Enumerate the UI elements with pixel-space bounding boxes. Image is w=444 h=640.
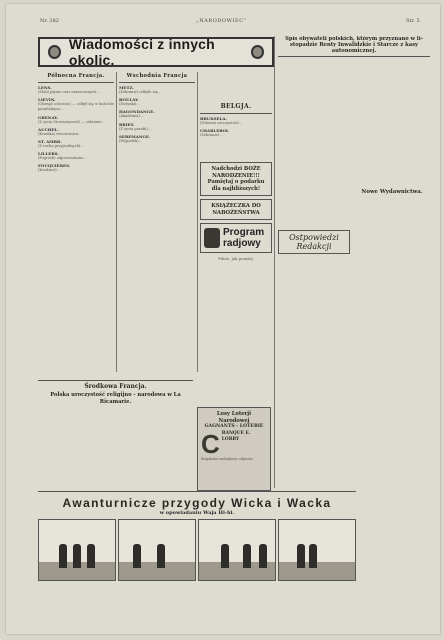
column-divider [274,36,275,488]
editorial-answers-heading: Ostpowiedzi Redakcji [278,230,350,254]
banner-title: Wiadomości z innych okolic. [68,36,215,68]
comic-panel-2 [118,519,196,581]
medallion-icon [251,45,264,59]
col2-article-2: BOULAY. (Dożynki)... [119,97,140,107]
col2-article-5: SEREMANGE. (Wypadek)... [119,133,151,143]
column-continuation [200,72,272,102]
col3-article-1: BRUKSELA. (Polonia) uroczystość... [200,116,243,125]
col1-article-7: FOUQUIÈRES. (Kradzież)... [38,163,71,173]
comic-panel-3 [198,519,276,581]
comic-strip [38,491,356,618]
column-heading: BELGJA. [220,103,252,110]
program-note: Pilnie, Jak poniżej: [218,256,254,262]
column-north-france [38,72,114,376]
comic-subtitle: w opowiadaniu Waja Hi-hi. [159,510,235,516]
prayer-book-ad: KSIĄŻECZKA DO NABOŻEŃSTWA [200,199,272,220]
col2-article-1: METZ. (Zebranie) odbyło się... [119,85,162,94]
page-number-left: Nr. 282 [40,18,59,24]
right-section [278,36,430,488]
section-heading: Środkowa Francja. [84,383,147,390]
pension-list-left [278,59,350,257]
central-france-article [38,378,193,488]
col1-article-5: ST. AMBR. (Z ruchu przyjezdnych)... [38,139,84,149]
pension-list-title: Spis obywateli polskich, którym przyznano w li-stopadzie Renty Inwalidzkie i Starcze z kasy autonomicznej. [285,36,423,54]
lottery-ad: Losy Loterji Narodowej GAGNANTS - LOTERIE C BANQUE E. LOBBY Bezpłatne nadsyłanie odpisów [197,407,271,491]
column-divider [116,72,117,372]
c-logo: C [201,428,220,459]
col1-article-6: LILLERS. (Pogrzeb) odprowadzono... [38,151,87,161]
column-heading: Wschodnia Francja [126,73,188,79]
christmas-ad: Nadchodzi BOŻE NARODZENIE!!! Pamiętaj o podarku dla najbliższych! [200,162,272,196]
comic-title: Awanturnicze przygody Wicka i Wacka [62,496,332,510]
running-title: „NARODOWIEC” [196,18,247,24]
col1-article-2: LIEVIN. (Obrzęd ochrzcin) — odbył się w kościele parafialnym... [38,97,114,112]
col2-article-4: BRIEY. (Z życia parafii)... [119,121,152,131]
new-publications-heading: Nowe Wydawnictwa. [361,189,423,195]
col1-article-3: GRENAY. (Z życia Stowarzyszeń) — zebranie... [38,114,106,124]
comic-panel-4 [278,519,356,581]
pension-list-right [354,59,430,257]
comic-panel-1 [38,519,116,581]
section-banner [38,37,274,67]
program-title: Program [223,227,265,239]
col2-article-3: HAGONDANGE. (Akademia)... [119,109,155,119]
col1-article-1: LENS. (Ślub) płynie czas narzeczonych... [38,85,100,94]
radio-program-box [200,223,272,253]
newspaper-page [6,4,440,634]
col1-article-4: AUCHEL. (Kronika) wieczornica... [38,126,82,136]
page-number-right: Str. 5 [406,18,420,24]
col3-article-2: CHARLEROI. (Zebranie)... [200,128,230,138]
article-title: Polska uroczystość religijno - narodowa w La Ricamarie. [50,392,181,405]
column-east-france [119,72,195,376]
column-divider [197,72,198,372]
column-heading: Północna Francja. [47,73,105,79]
microphone-icon [204,228,220,248]
program-subtitle: radjowy [223,238,261,250]
medallion-icon [48,45,61,59]
